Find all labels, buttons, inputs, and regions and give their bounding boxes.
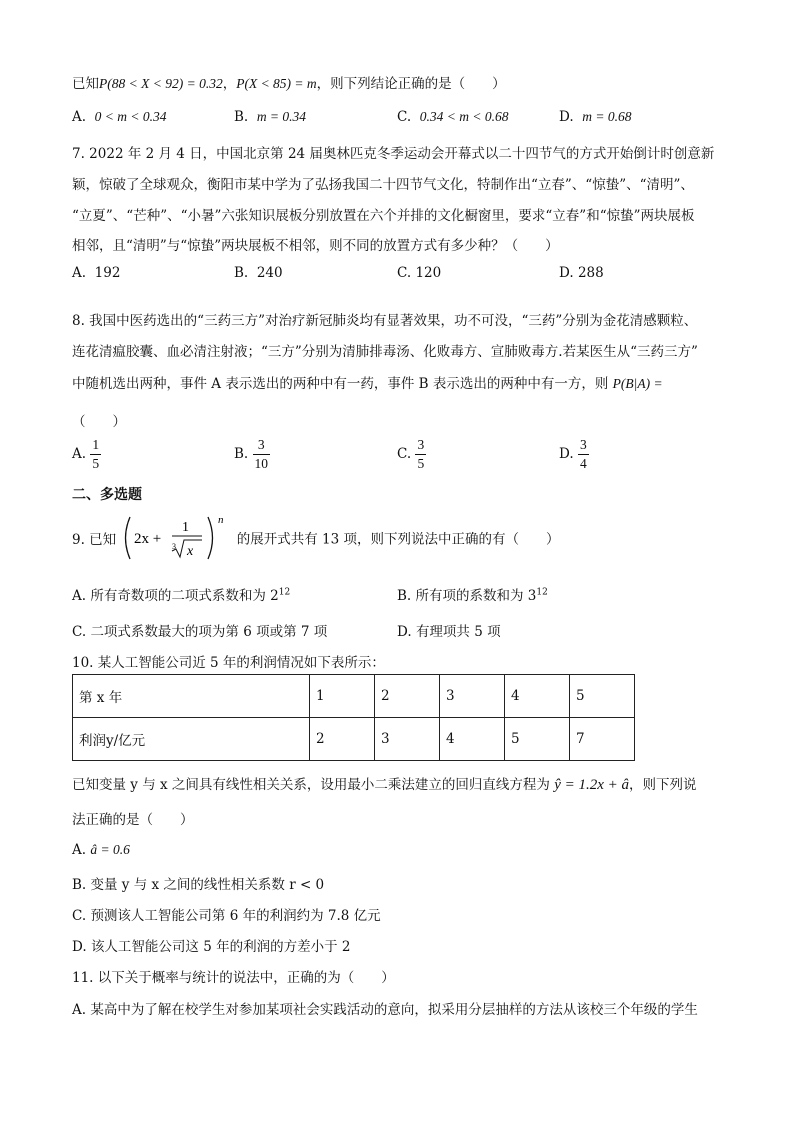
q8-formula: P(B|A) = (612, 376, 663, 391)
q6-option-d-text: m = 0.68 (582, 109, 632, 124)
q10-option-a-label: A. (72, 842, 87, 858)
fraction-denominator: 5 (417, 456, 425, 471)
q10-option-d-text: 该人工智能公司这 5 年的利润的方差小于 2 (90, 939, 351, 955)
q10-option-a-text: â = 0.6 (90, 842, 130, 857)
q6-option-b-text: m = 0.34 (256, 109, 307, 124)
q7-option-c-text: 120 (415, 265, 442, 281)
fraction-denominator: 4 (579, 456, 587, 471)
table-header-cell: 利润y/亿元 (73, 718, 310, 761)
table-cell: 2 (310, 718, 375, 761)
q6-condition-1: P(88 < X < 92) = 0.32 (99, 76, 223, 91)
q11-stem: 11. 以下关于概率与统计的说法中，正确的为（ ） (72, 970, 395, 986)
fraction-denominator: 10 (254, 456, 269, 471)
q7-option-a (72, 265, 120, 281)
q9-suffix: 的展开式共有 13 项，则下列说法中正确的有（ ） (236, 531, 560, 548)
q10-regression-equation: ŷ = 1.2x + â (554, 777, 630, 793)
q7-option-a-text: 192 (94, 265, 121, 281)
table-cell: 3 (440, 675, 505, 718)
q6-stem-suffix: ，则下列结论正确的是（ ） (316, 76, 506, 92)
q9-stem (72, 515, 560, 565)
q6-option-a-text: 0 < m < 0.34 (94, 109, 167, 124)
q9-root-index: 3 (172, 542, 177, 551)
q10-stem: 10. 某人工智能公司近 5 年的利润情况如下表所示： (72, 655, 385, 671)
q6-stem-prefix: 已知 (72, 76, 99, 92)
q7-line: “立夏”、“芒种”、“小暑”六张知识展板分别放置在六个并排的文化橱窗里，要求“立春”和“惊蛰”两块展板 (72, 208, 695, 224)
q9-option-d (397, 620, 501, 640)
q9-binomial-expression (120, 513, 232, 563)
fraction-numerator: 1 (90, 436, 101, 455)
q8-option-c (397, 436, 426, 473)
q8-option-c-label: C. (397, 446, 412, 462)
q10-option-b-label: B. (72, 877, 87, 893)
fraction-denominator: 5 (92, 456, 100, 471)
q6-separator: ， (222, 76, 237, 92)
q9-option-a-exponent: 12 (278, 587, 291, 598)
q6-option-b-label: B. (234, 109, 249, 125)
q6-option-a (72, 109, 167, 125)
table-cell: 1 (310, 675, 375, 718)
q10-condition-line-2: 法正确的是（ ） (72, 812, 194, 828)
table-cell: 4 (505, 675, 570, 718)
q9-option-b-exponent: 12 (536, 587, 548, 598)
q8-line: 连花清瘟胶囊、血必清注射液；“三方”分别为清肺排毒汤、化败毒方、宣肺败毒方.若某医生从“三药三方” (72, 344, 698, 360)
table-cell: 5 (505, 718, 570, 761)
q9-option-a (72, 584, 290, 604)
q7-line: 相邻，且“清明”与“惊蛰”两块展板不相邻，则不同的放置方式有多少种？（ ） (72, 238, 559, 254)
table-cell: 3 (375, 718, 440, 761)
fraction-numerator: 3 (415, 436, 426, 455)
fraction (578, 436, 589, 473)
q6-option-d-label: D. (559, 109, 574, 125)
table-cell: 5 (570, 675, 635, 718)
q6-option-c (397, 109, 508, 125)
q8-line: 8. 我国中医药选出的“三药三方”对治疗新冠肺炎均有显著效果，功不可没，“三药”分别为金花清感颗粒、 (72, 313, 698, 329)
q7-option-c-label: C. (397, 265, 412, 281)
q9-option-a-text: 所有奇数项的二项式系数和为 2 (90, 588, 279, 604)
table-cell: 2 (375, 675, 440, 718)
q8-option-d-label: D. (559, 446, 574, 462)
q7-option-d-label: D. (559, 265, 574, 281)
q9-radicand: x (187, 544, 194, 559)
q8-option-d (559, 436, 589, 473)
q9-option-b-label: B. (397, 588, 412, 604)
q6-stem (72, 72, 506, 92)
q10-option-b (72, 873, 324, 893)
q6-condition-2: P(X < 85) = m (236, 76, 317, 91)
q9-prefix: 9. 已知 (72, 531, 117, 548)
q10-option-c-text: 预测该人工智能公司第 6 年的利润约为 7.8 亿元 (90, 908, 381, 924)
q10-condition-line (72, 773, 697, 794)
q9-option-c (72, 620, 327, 640)
q7-option-d-text: 288 (577, 265, 604, 281)
q10-option-c (72, 904, 381, 924)
q8-paren: （ ） (72, 414, 126, 430)
q10-option-a (72, 842, 130, 858)
q9-frac-numerator: 1 (182, 520, 190, 535)
q9-option-d-text: 有理项共 5 项 (415, 624, 501, 640)
fraction (415, 436, 426, 473)
q9-option-b-text: 所有项的系数和为 3 (415, 588, 537, 604)
q8-option-b (234, 436, 270, 473)
section-title: 二、多选题 (72, 487, 142, 503)
q9-option-a-label: A. (72, 588, 87, 604)
q7-line: 颖，惊破了全球观众，衡阳市某中学为了弘扬我国二十四节气文化，特制作出“立春”、“惊蛰”、“清明”、 (72, 177, 694, 193)
q10-condition-text: 已知变量 y 与 x 之间具有线性相关关系，设用最小二乘法建立的回归直线方程为 (72, 777, 550, 793)
q8-option-b-label: B. (234, 446, 249, 462)
table-row (73, 718, 635, 761)
fraction-numerator: 3 (253, 436, 271, 455)
table-row (73, 675, 635, 718)
q7-option-b-label: B. (234, 265, 249, 281)
q10-condition-end: ，则下列说 (629, 777, 697, 793)
table-cell: 4 (440, 718, 505, 761)
q10-option-d-label: D. (72, 939, 87, 955)
q8-line-3-text: 中随机选出两种，事件 A 表示选出的两种中有一药，事件 B 表示选出的两种中有一方，则 (72, 376, 609, 392)
fraction (90, 436, 101, 473)
q9-option-d-label: D. (397, 624, 412, 640)
fraction (253, 436, 271, 473)
q7-option-b-text: 240 (256, 265, 283, 281)
q8-line-3 (72, 372, 663, 392)
q6-option-b (234, 109, 306, 125)
table-header-cell: 第 x 年 (73, 675, 310, 718)
q7-option-a-label: A. (72, 265, 87, 281)
q6-option-d (559, 109, 631, 125)
q9-option-c-label: C. (72, 624, 87, 640)
q10-option-c-label: C. (72, 908, 87, 924)
table-cell: 7 (570, 718, 635, 761)
q9-exponent: n (218, 514, 224, 526)
fraction-numerator: 3 (578, 436, 589, 455)
q10-option-d (72, 935, 351, 955)
q11-option-a: A. 某高中为了解在校学生对参加某项社会实践活动的意向，拟采用分层抽样的方法从该校三个年级的学生 (72, 1002, 698, 1018)
q7-option-d (559, 265, 604, 281)
q7-option-c (397, 265, 441, 281)
q9-option-b (397, 584, 548, 604)
q8-option-a (72, 436, 101, 473)
q9-base: 2x + (134, 531, 162, 547)
profit-table (72, 674, 635, 761)
q7-line: 7. 2022 年 2 月 4 日，中国北京第 24 届奥林匹克冬季运动会开幕式以二十四节气的方式开始倒计时创意新 (72, 146, 715, 162)
q10-option-b-text: 变量 y 与 x 之间的线性相关系数 r < 0 (90, 877, 325, 893)
q6-option-c-text: 0.34 < m < 0.68 (419, 109, 509, 124)
q7-option-b (234, 265, 283, 281)
q6-option-a-label: A. (72, 109, 87, 125)
q9-option-c-text: 二项式系数最大的项为第 6 项或第 7 项 (90, 624, 328, 640)
q8-option-a-label: A. (72, 446, 87, 462)
q6-option-c-label: C. (397, 109, 412, 125)
